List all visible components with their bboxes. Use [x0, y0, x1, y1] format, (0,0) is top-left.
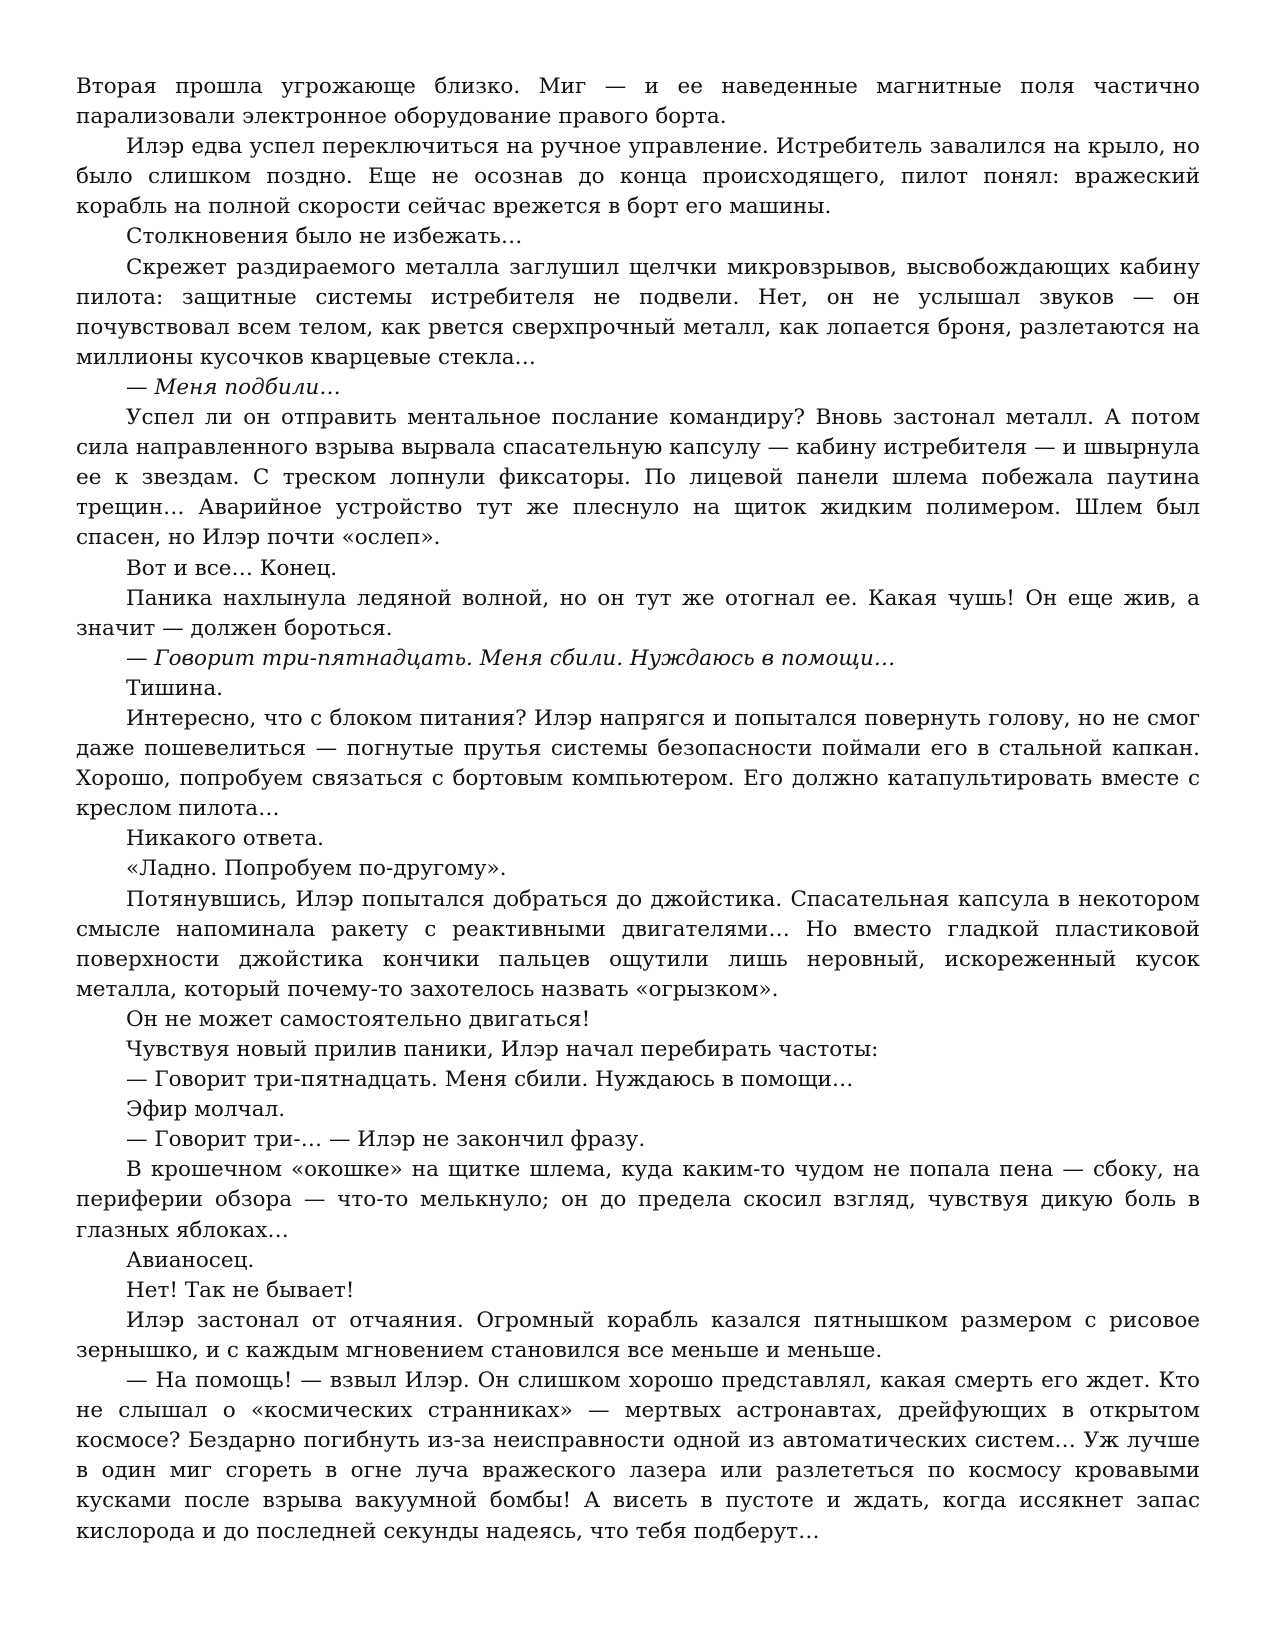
paragraph-dialogue-italic: — Меня подбили… [126, 374, 341, 400]
paragraph: Столкновения было не избежать… [126, 224, 523, 250]
paragraph: Илэр застонал от отчаяния. Огромный корабль казался пятнышком размером с рисовое зернышко, и с каждым мгновением становился все меньше и меньше. [76, 1307, 1200, 1363]
paragraph: — Говорит три-… — Илэр не закончил фразу. [126, 1127, 646, 1153]
paragraph: Нет! Так не бывает! [126, 1277, 355, 1303]
paragraph-dialogue-italic: — Говорит три-пятнадцать. Меня сбили. Нуждаюсь в помощи… [126, 645, 896, 671]
paragraph: Успел ли он отправить ментальное послание командиру? Вновь застонал металл. А потом сила направленного взрыва вырвала спасательную капсулу — кабину истребителя — и швырнула ее к звездам. С треском лопнули фиксаторы. По лицевой панели шлема побежала паутина трещин… Аварийное устройство тут же плеснуло на щиток жидким полимером. Шлем был спасен, но Илэр почти «ослеп». [76, 405, 1200, 551]
paragraph: Вот и все… Конец. [126, 555, 338, 581]
paragraph: — Говорит три-пятнадцать. Меня сбили. Нуждаюсь в помощи… [126, 1067, 854, 1093]
paragraph: Никакого ответа. [126, 826, 324, 852]
paragraph: — На помощь! — взвыл Илэр. Он слишком хорошо представлял, какая смерть его ждет. Кто не слышал о «космических странниках» — мертвых астронавтах, дрейфующих в открытом космосе? Бездарно погибнуть из-за неисправности одной из автоматических систем… Уж лучше в один миг сгореть в огне луча вражеского лазера или разлететься по космосу кровавыми кусками после взрыва вакуумной бомбы! А висеть в пустоте и ждать, когда иссякнет запас кислорода и до последней секунды надеясь, что тебя подберут… [76, 1368, 1200, 1544]
paragraph: «Ладно. Попробуем по-другому». [126, 856, 507, 882]
paragraph: Авианосец. [126, 1247, 255, 1273]
page-body [76, 72, 1200, 1547]
paragraph: Вторая прошла угрожающе близко. Миг — и ее наведенные магнитные поля частично парализовали электронное оборудование правого борта. [76, 74, 1200, 130]
paragraph: Эфир молчал. [126, 1097, 286, 1123]
paragraph: Паника нахлынула ледяной волной, но он тут же отогнал ее. Какая чушь! Он еще жив, а значит — должен бороться. [76, 585, 1200, 641]
paragraph: Илэр едва успел переключиться на ручное управление. Истребитель завалился на крыло, но было слишком поздно. Еще не осознав до конца происходящего, пилот понял: вражеский корабль на полной скорости сейчас врежется в борт его машины. [76, 134, 1200, 220]
paragraph: Тишина. [126, 675, 223, 701]
paragraph: Потянувшись, Илэр попытался добраться до джойстика. Спасательная капсула в некотором смысле напоминала ракету с реактивными двигателями… Но вместо гладкой пластиковой поверхности джойстика кончики пальцев ощутили лишь неровный, искореженный кусок металла, который почему-то захотелось назвать «огрызком». [76, 886, 1200, 1002]
paragraph: В крошечном «окошке» на щитке шлема, куда каким-то чудом не попала пена — сбоку, на периферии обзора — что-то мелькнуло; он до предела скосил взгляд, чувствуя дикую боль в глазных яблоках… [76, 1157, 1200, 1243]
paragraph: Скрежет раздираемого металла заглушил щелчки микровзрывов, высвобождающих кабину пилота: защитные системы истребителя не подвели. Нет, он не услышал звуков — он почувствовал всем телом, как рвется сверхпрочный металл, как лопается броня, разлетаются на миллионы кусочков кварцевые стекла… [76, 254, 1200, 370]
paragraph: Чувствуя новый прилив паники, Илэр начал перебирать частоты: [126, 1037, 879, 1062]
paragraph: Он не может самостоятельно двигаться! [126, 1006, 591, 1032]
paragraph: Интересно, что с блоком питания? Илэр напрягся и попытался повернуть голову, но не смог даже пошевелиться — погнутые прутья системы безопасности поймали его в стальной капкан. Хорошо, попробуем связаться с бортовым компьютером. Его должно катапультировать вместе с креслом пилота… [76, 705, 1200, 822]
